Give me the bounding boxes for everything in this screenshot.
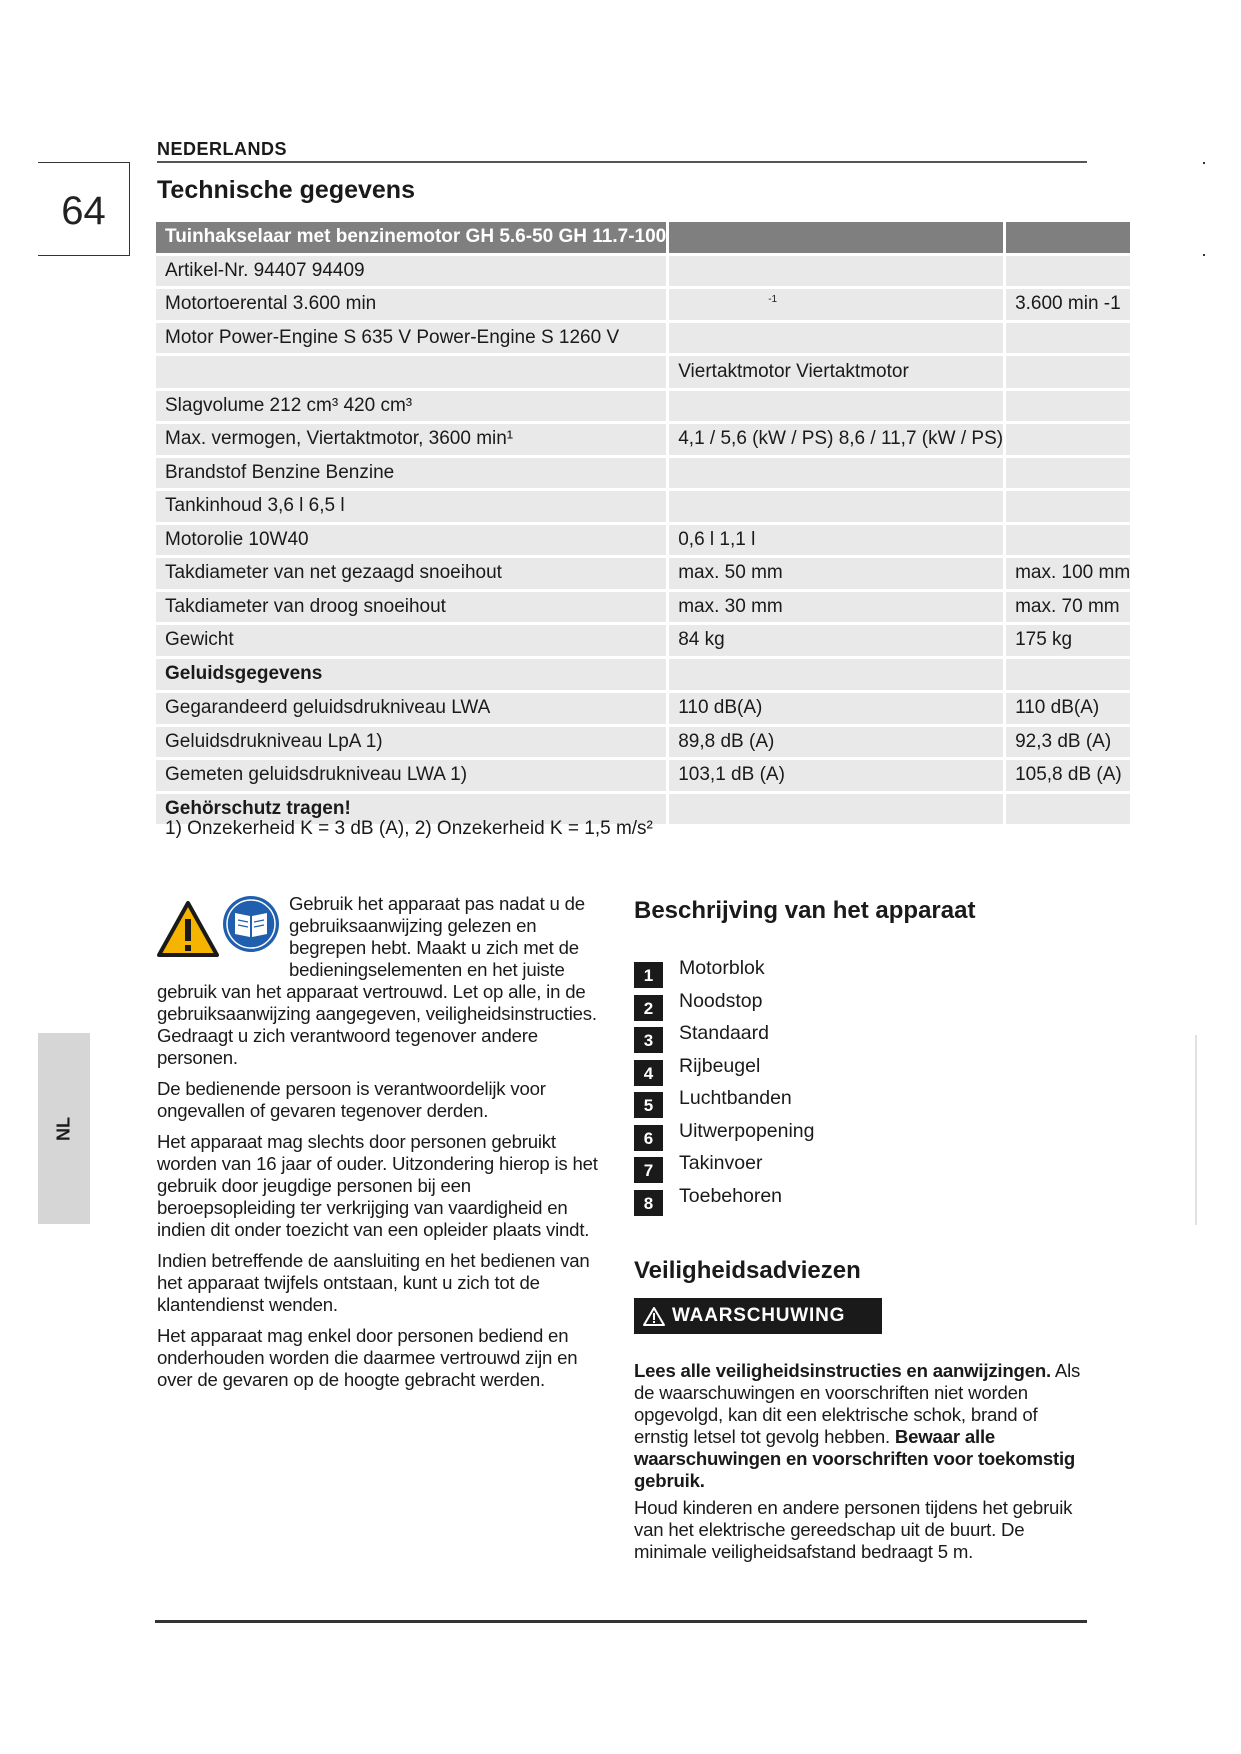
margin-dot [1203,162,1205,164]
list-item [634,1185,934,1218]
spec-cell: 3.600 min -1 [1006,289,1130,323]
spec-cell: Gegarandeerd geluidsdrukniveau LWA [156,693,669,727]
part-label: Motorblok [679,957,765,979]
spec-cell: Viertaktmotor Viertaktmotor [669,356,1006,391]
spec-cell [156,356,669,391]
page-number-box [38,162,130,256]
list-item [634,1055,934,1088]
margin-dot [1203,254,1205,256]
spec-cell: Tuinhakselaar met benzinemotor GH 5.6-50 GH 11.7-100 [156,222,669,256]
spec-cell: Gewicht [156,625,669,659]
bottom-rule [155,1620,1087,1623]
table-footnote: 1) Onzekerheid K = 3 dB (A), 2) Onzekerheid K = 1,5 m/s² [165,818,653,839]
spec-cell: Brandstof Benzine Benzine [156,458,669,492]
spec-cell: 105,8 dB (A) [1006,760,1130,794]
intro-paragraph: Indien betreffende de aansluiting en het bedienen van het apparaat twijfels ontstaan, kunt u zich tot de klantendienst wenden. [157,1250,590,1315]
safety-icons [157,895,289,965]
spec-cell: 103,1 dB (A) [669,760,1006,794]
spec-cell [669,256,1006,290]
safety-paragraph: Houd kinderen en andere personen tijdens het gebruik van het elektrische gereedschap uit de buurt. De minimale veiligheidsafstand bedraagt 5 m. [634,1497,1073,1562]
list-item [634,957,934,990]
warning-label: WAARSCHUWING [672,1305,846,1326]
warning-triangle-icon [157,901,219,957]
part-number: 3 [634,1027,663,1053]
part-label: Toebehoren [679,1184,783,1207]
read-manual-icon [222,895,280,953]
language-side-tab [38,1033,90,1224]
spec-cell [669,222,1006,256]
spec-cell [669,391,1006,425]
spec-cell [1006,794,1130,828]
page-number: 64 [61,189,106,233]
part-number: 1 [634,962,663,988]
warning-badge [634,1298,882,1334]
part-label: Standaard [679,1022,769,1044]
spec-cell [669,659,1006,694]
margin-mark [1195,1035,1197,1225]
safety-body: Als de waarschuwingen en voorschriften niet worden opgevolgd, kan dit een elektrische schok, brand of ernstig letsel tot gevolg hebben. [634,1360,1081,1447]
safety-bold-lead: Lees alle veiligheidsinstructies en aanwijzingen. [634,1360,1051,1381]
intro-paragraph: Het apparaat mag slechts door personen gebruikt worden van 16 jaar of ouder. Uitzondering hierop is het gebruik door jeugdige personen bij een beroepsopleiding ter verkrijging van vaardigheid en indien dit onder toezicht van een opleider plaats vindt. [157,1131,598,1240]
table-row [156,458,1130,492]
header-rule [157,161,1087,163]
spec-cell: Motorolie 10W40 [156,525,669,559]
spec-cell: Gemeten geluidsdrukniveau LWA 1) [156,760,669,794]
part-label: Uitwerpopening [679,1119,815,1142]
spec-cell: Takdiameter van net gezaagd snoeihout [156,558,669,592]
spec-cell: Artikel-Nr. 94407 94409 [156,256,669,290]
spec-cell: Takdiameter van droog snoeihout [156,592,669,626]
spec-cell: Max. vermogen, Viertaktmotor, 3600 min¹ [156,424,669,458]
spec-cell: 175 kg [1006,625,1130,659]
intro-paragraph: Het apparaat mag enkel door personen bediend en onderhouden worden die daarmee vertrouwd zijn en over de gevaren op de hoogte gebracht werden. [157,1325,578,1390]
part-label: Rijbeugel [679,1054,761,1077]
spec-table-header [156,222,1130,256]
table-row [156,491,1130,525]
list-item [634,1152,934,1185]
spec-cell: max. 70 mm [1006,592,1130,626]
spec-cell: 110 dB(A) [1006,693,1130,727]
spec-cell: Tankinhoud 3,6 l 6,5 l [156,491,669,525]
spec-cell: max. 100 mm [1006,558,1130,592]
part-label: Luchtbanden [679,1087,792,1109]
spec-cell: 110 dB(A) [669,693,1006,727]
intro-paragraph: Gebruik het apparaat pas nadat u de gebruiksaanwijzing gelezen en begrepen hebt. Maakt u zich met de bedieningselementen en het juiste gebruik van het apparaat vertrouwd. Let op alle, in de gebruiksaanwijzing aangegeven, veiligheidsinstructies. Gedraagt u zich verantwoord tegenover andere personen. [157,893,597,1068]
spec-cell: 0,6 l 1,1 l [669,525,1006,559]
table-row [156,391,1130,425]
warning-small-icon [642,1306,666,1327]
part-number: 7 [634,1157,663,1183]
description-title: Beschrijving van het apparaat [634,897,976,924]
spec-cell [1006,458,1130,492]
spec-cell: max. 30 mm [669,592,1006,626]
table-row [156,659,1130,694]
part-number: 2 [634,995,663,1021]
spec-cell: Slagvolume 212 cm³ 420 cm³ [156,391,669,425]
spec-cell [669,794,1006,828]
side-tab-label: NL [53,1116,74,1141]
table-row [156,424,1130,458]
intro-paragraph: De bedienende persoon is verantwoordelijk voor ongevallen of gevaren tegenover derden. [157,1078,546,1121]
language-header: NEDERLANDS [157,139,288,159]
spec-table [156,222,1130,827]
part-number: 6 [634,1125,663,1151]
table-row [156,289,1130,323]
spec-cell: 92,3 dB (A) [1006,727,1130,761]
table-row [156,356,1130,391]
spec-cell: Geluidsdrukniveau LpA 1) [156,727,669,761]
spec-cell [669,491,1006,525]
safety-paragraph [634,1360,1089,1492]
part-number: 5 [634,1092,663,1118]
spec-cell: Geluidsgegevens [156,659,669,694]
list-item [634,990,934,1023]
spec-cell [1006,356,1130,391]
spec-cell: 4,1 / 5,6 (kW / PS) 8,6 / 11,7 (kW / PS) [669,424,1006,458]
superscript: -1 [768,293,778,305]
section-title: Technische gegevens [157,176,415,204]
list-item [634,1087,934,1120]
spec-cell [1006,323,1130,357]
spec-cell [1006,424,1130,458]
table-row [156,760,1130,794]
part-label: Noodstop [679,989,763,1012]
spec-cell [1006,659,1130,694]
spec-cell [669,289,1006,323]
spec-cell [1006,222,1130,256]
part-number: 8 [634,1190,663,1216]
safety-bold-tail: Bewaar alle waarschuwingen en voorschriften voor toekomstig gebruik. [634,1426,1076,1491]
spec-cell [1006,491,1130,525]
spec-cell: max. 50 mm [669,558,1006,592]
spec-cell: Motor Power-Engine S 635 V Power-Engine S 1260 V [156,323,669,357]
spec-cell [669,323,1006,357]
spec-cell [1006,256,1130,290]
part-label: Takinvoer [679,1152,763,1174]
table-row [156,525,1130,559]
spec-cell: Motortoerental 3.600 min [156,289,669,323]
table-row [156,592,1130,626]
spec-cell [1006,525,1130,559]
spec-cell [669,458,1006,492]
spec-cell [1006,391,1130,425]
intro-text-column [157,893,607,1400]
list-item [634,1022,934,1055]
part-number: 4 [634,1060,663,1086]
spec-cell: 84 kg [669,625,1006,659]
table-row [156,323,1130,357]
spec-cell: Gehörschutz tragen! [156,794,669,828]
table-row [156,256,1130,290]
table-row [156,558,1130,592]
table-row [156,625,1130,659]
safety-title: Veiligheidsadviezen [634,1257,861,1284]
safety-text [634,1360,1089,1568]
spec-cell: 89,8 dB (A) [669,727,1006,761]
table-row [156,727,1130,761]
parts-list [634,957,934,1217]
list-item [634,1120,934,1153]
table-row [156,693,1130,727]
